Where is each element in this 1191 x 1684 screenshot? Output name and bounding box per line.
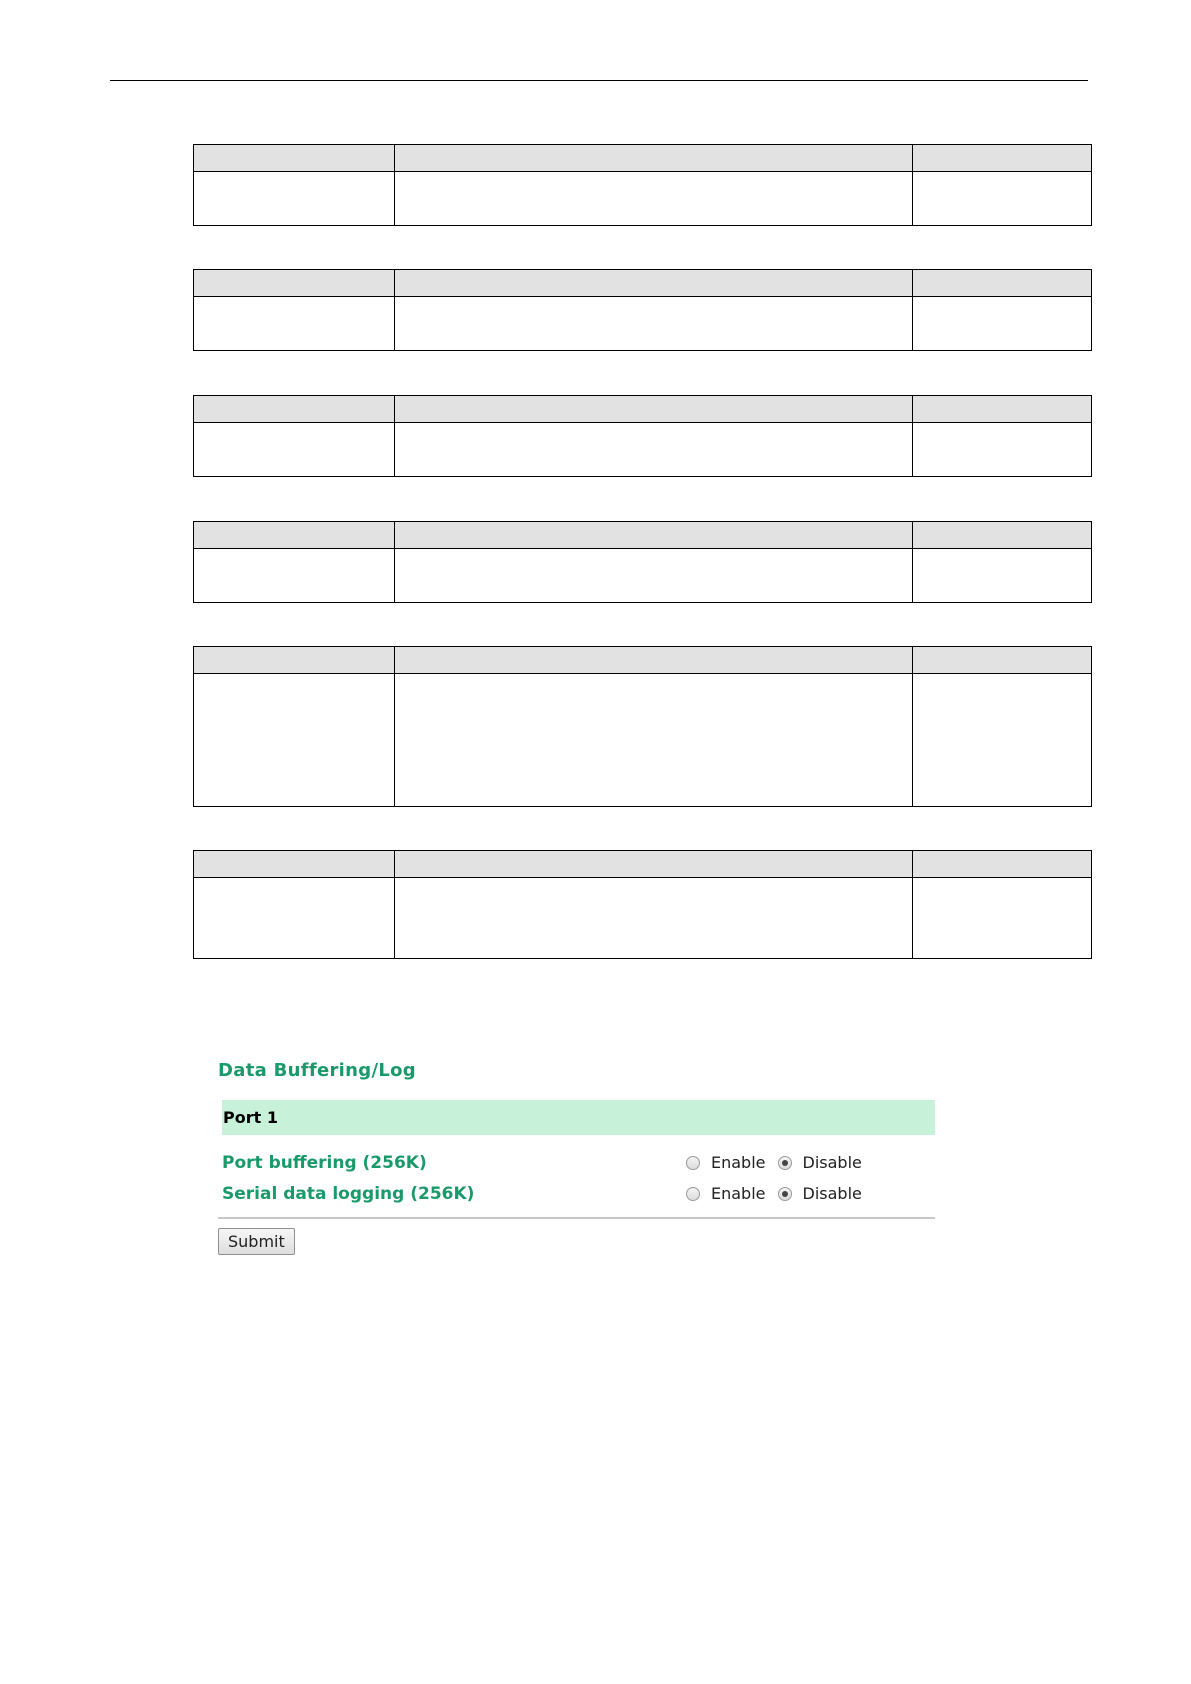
header-cell [395, 851, 913, 878]
header-cell [913, 851, 1092, 878]
table-row [194, 674, 1092, 807]
setting-row-serial-logging [222, 1178, 935, 1209]
port-header-label: Port 1 [223, 1108, 278, 1127]
form-divider [218, 1217, 935, 1219]
header-cell [194, 647, 395, 674]
setting-label: Port buffering (256K) [222, 1153, 427, 1173]
table-row [194, 423, 1092, 477]
table-cell [395, 878, 913, 959]
table-row [194, 172, 1092, 226]
param-table-5 [193, 646, 1092, 807]
header-cell [395, 647, 913, 674]
header-cell [194, 522, 395, 549]
table-cell [194, 549, 395, 603]
panel-title: Data Buffering/Log [218, 1060, 416, 1081]
serial-logging-enable-radio[interactable] [686, 1187, 700, 1201]
table-cell [913, 878, 1092, 959]
table-cell [194, 878, 395, 959]
table-header-row [194, 647, 1092, 674]
table-cell [395, 423, 913, 477]
serial-logging-radio-group [686, 1184, 874, 1203]
setting-label: Serial data logging (256K) [222, 1184, 475, 1204]
header-cell [395, 522, 913, 549]
port-buffering-disable-radio[interactable] [778, 1156, 792, 1170]
serial-logging-disable-radio[interactable] [778, 1187, 792, 1201]
page-header-rule [110, 80, 1088, 81]
table-cell [395, 297, 913, 351]
table-header-row [194, 396, 1092, 423]
header-cell [913, 270, 1092, 297]
radio-label: Disable [802, 1184, 862, 1203]
table-header-row [194, 522, 1092, 549]
radio-label: Disable [802, 1153, 862, 1172]
table-cell [194, 172, 395, 226]
radio-label: Enable [711, 1153, 766, 1172]
table-header-row [194, 851, 1092, 878]
table-row [194, 297, 1092, 351]
header-cell [395, 396, 913, 423]
header-cell [194, 396, 395, 423]
port-buffering-radio-group [686, 1153, 874, 1172]
setting-row-port-buffering [222, 1147, 935, 1178]
header-cell [913, 145, 1092, 172]
header-cell [395, 145, 913, 172]
param-table-4 [193, 521, 1092, 603]
table-cell [913, 172, 1092, 226]
table-cell [194, 674, 395, 807]
radio-label: Enable [711, 1184, 766, 1203]
table-cell [913, 549, 1092, 603]
table-header-row [194, 270, 1092, 297]
submit-button[interactable]: Submit [218, 1228, 295, 1255]
header-cell [913, 647, 1092, 674]
param-table-3 [193, 395, 1092, 477]
port-buffering-enable-radio[interactable] [686, 1156, 700, 1170]
data-buffering-panel [218, 1060, 938, 1255]
param-table-1 [193, 144, 1092, 226]
table-cell [913, 423, 1092, 477]
table-cell [395, 172, 913, 226]
table-cell [913, 297, 1092, 351]
table-cell [913, 674, 1092, 807]
table-cell [194, 423, 395, 477]
header-cell [913, 396, 1092, 423]
table-row [194, 878, 1092, 959]
header-cell [194, 145, 395, 172]
param-table-6 [193, 850, 1092, 959]
port-header-bar [222, 1100, 935, 1135]
param-table-2 [193, 269, 1092, 351]
header-cell [913, 522, 1092, 549]
table-cell [395, 674, 913, 807]
header-cell [395, 270, 913, 297]
header-cell [194, 270, 395, 297]
header-cell [194, 851, 395, 878]
table-row [194, 549, 1092, 603]
table-header-row [194, 145, 1092, 172]
table-cell [395, 549, 913, 603]
table-cell [194, 297, 395, 351]
